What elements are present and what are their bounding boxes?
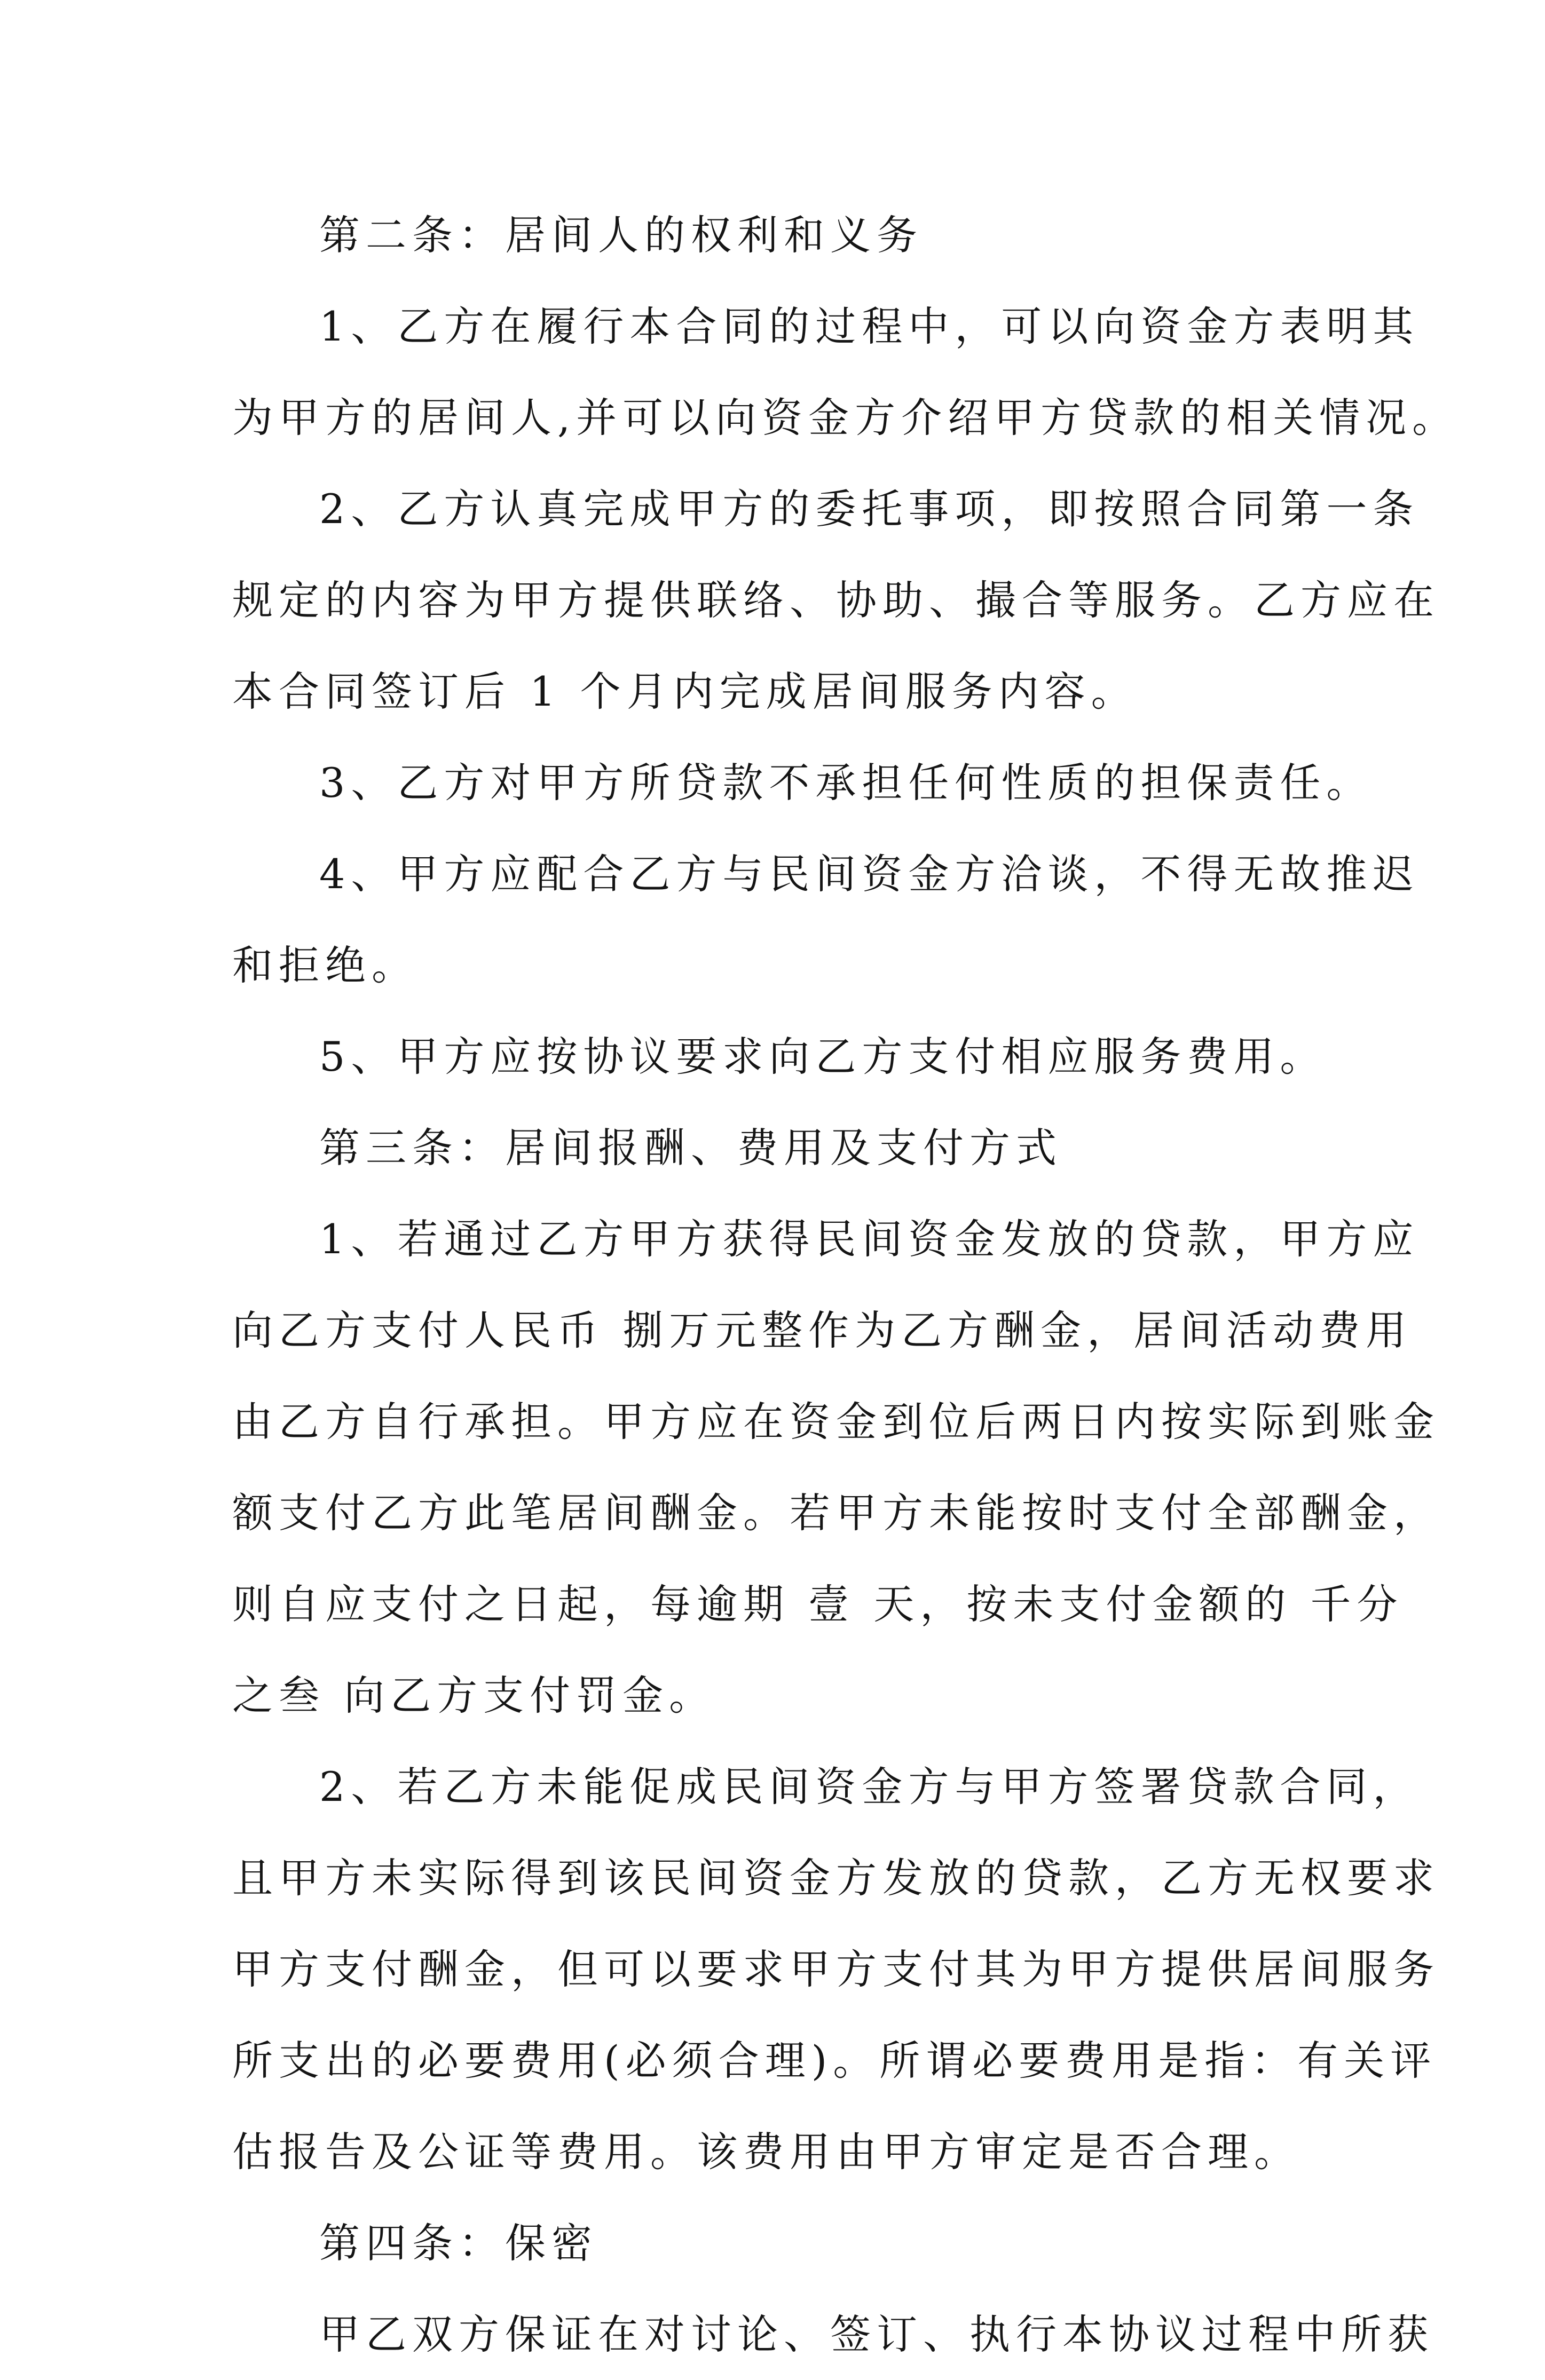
paragraph-line: 之叁 向乙方支付罚金。 [232,1672,716,1719]
article-4-heading: 第四条：保密 [319,2219,598,2267]
paragraph-line: 且甲方未实际得到该民间资金方发放的贷款，乙方无权要求 [232,1854,1440,1902]
article-3-heading: 第三条：居间报酬、费用及支付方式 [319,1124,1062,1172]
paragraph-line: 规定的内容为甲方提供联络、协助、撮合等服务。乙方应在 [232,576,1440,624]
paragraph-line: 3、乙方对甲方所贷款不承担任何性质的担保责任。 [319,759,1373,806]
paragraph-line: 则自应支付之日起，每逾期 壹 天，按未支付金额的 千分 [232,1580,1404,1628]
paragraph-line: 额支付乙方此笔居间酬金。若甲方未能按时支付全部酬金， [232,1489,1440,1537]
paragraph-line: 5、甲方应按协议要求向乙方支付相应服务费用。 [319,1033,1327,1080]
paragraph-line: 估报告及公证等费用。该费用由甲方审定是否合理。 [232,2128,1300,2176]
paragraph-line: 和拒绝。 [232,942,418,989]
paragraph-line: 1、若通过乙方甲方获得民间资金发放的贷款，甲方应 [319,1215,1420,1263]
paragraph-line: 甲乙双方保证在对讨论、签订、执行本协议过程中所获 [319,2311,1434,2358]
paragraph-line: 由乙方自行承担。甲方应在资金到位后两日内按实际到账金 [232,1398,1440,1445]
paragraph-line: 所支出的必要费用(必须合理)。所谓必要费用是指：有关评 [232,2037,1437,2084]
article-2-heading: 第二条：居间人的权利和义务 [319,211,923,259]
paragraph-line: 为甲方的居间人,并可以向资金方介绍甲方贷款的相关情况。 [232,394,1459,441]
paragraph-line: 2、乙方认真完成甲方的委托事项，即按照合同第一条 [319,485,1420,533]
paragraph-line: 向乙方支付人民币 捌万元整作为乙方酬金，居间活动费用 [232,1307,1413,1354]
paragraph-line: 4、甲方应配合乙方与民间资金方洽谈，不得无故推迟 [319,850,1420,898]
paragraph-line: 甲方支付酬金，但可以要求甲方支付其为甲方提供居间服务 [232,1946,1440,1993]
paragraph-line: 1、乙方在履行本合同的过程中，可以向资金方表明其 [319,303,1420,350]
paragraph-line: 2、若乙方未能促成民间资金方与甲方签署贷款合同， [319,1763,1420,1810]
paragraph-line: 本合同签订后 1 个月内完成居间服务内容。 [232,668,1138,715]
document-body [232,189,1459,2380]
